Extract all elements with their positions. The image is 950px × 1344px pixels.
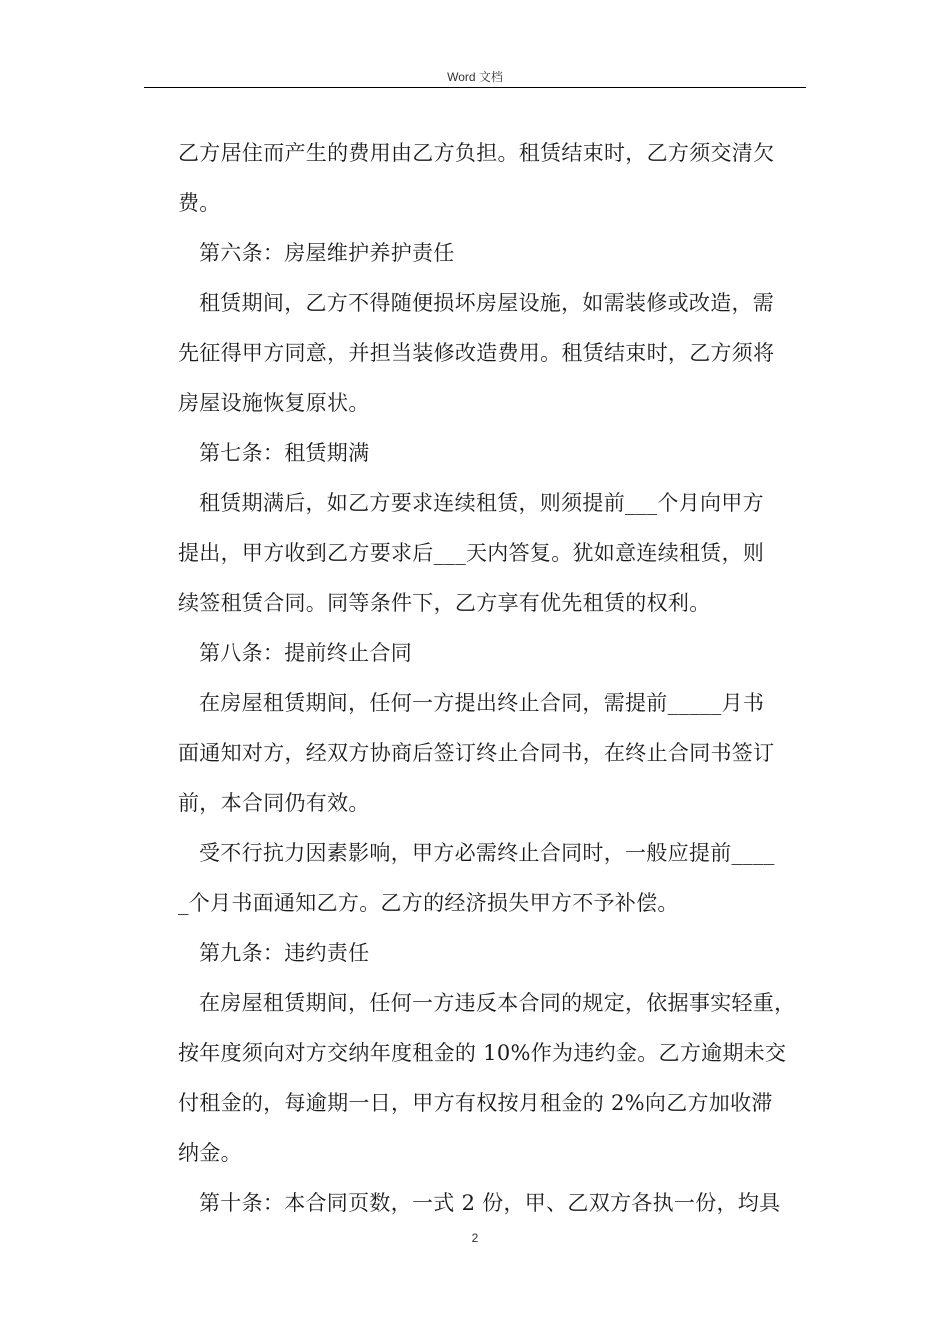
- paragraph-line: 租赁期满后，如乙方要求连续租赁，则须提前___个月向甲方: [199, 491, 764, 515]
- article-heading: 第九条：违约责任: [199, 941, 370, 965]
- paragraph-line: 先征得甲方同意，并担当装修改造费用。租赁结束时，乙方须将: [178, 341, 775, 365]
- paragraph-line: 前，本合同仍有效。: [178, 791, 370, 815]
- paragraph-line: 按年度须向对方交纳年度租金的 10%作为违约金。乙方逾期未交: [178, 1041, 787, 1065]
- paragraph-line: 受不行抗力因素影响，甲方必需终止合同时，一般应提前____: [199, 841, 775, 865]
- header-rule: [144, 87, 806, 88]
- paragraph-line: 提出，甲方收到乙方要求后___天内答复。犹如意连续租赁，则: [178, 541, 765, 565]
- paragraph-line: 面通知对方，经双方协商后签订终止合同书，在终止合同书签订: [178, 741, 775, 765]
- paragraph-line: 纳金。: [178, 1141, 242, 1165]
- paragraph-line: 乙方居住而产生的费用由乙方负担。租赁结束时，乙方须交清欠: [178, 141, 775, 165]
- paragraph-line: 付租金的，每逾期一日，甲方有权按月租金的 2%向乙方加收滞: [178, 1091, 773, 1115]
- paragraph-line: 续签租赁合同。同等条件下，乙方享有优先租赁的权利。: [178, 591, 711, 615]
- page-header: Word 文档: [447, 70, 503, 84]
- paragraph-line: 房屋设施恢复原状。: [178, 391, 370, 415]
- page-number: 2: [471, 1231, 479, 1245]
- paragraph-line: _个月书面通知乙方。乙方的经济损失甲方不予补偿。: [178, 891, 679, 915]
- paragraph-line: 在房屋租赁期间，任何一方违反本合同的规定，依据事实轻重，: [199, 991, 796, 1015]
- document-body: [178, 128, 808, 1228]
- article-heading: 第七条：租赁期满: [199, 441, 370, 465]
- paragraph-line: 在房屋租赁期间，任何一方提出终止合同，需提前_____月书: [199, 691, 765, 715]
- paragraph-line: 费。: [178, 191, 221, 215]
- article-heading: 第十条：本合同页数，一式 2 份，甲、乙双方各执一份，均具: [199, 1191, 781, 1215]
- article-heading: 第八条：提前终止合同: [199, 641, 412, 665]
- article-heading: 第六条：房屋维护养护责任: [199, 241, 455, 265]
- paragraph-line: 租赁期间，乙方不得随便损坏房屋设施，如需装修或改造，需: [199, 291, 775, 315]
